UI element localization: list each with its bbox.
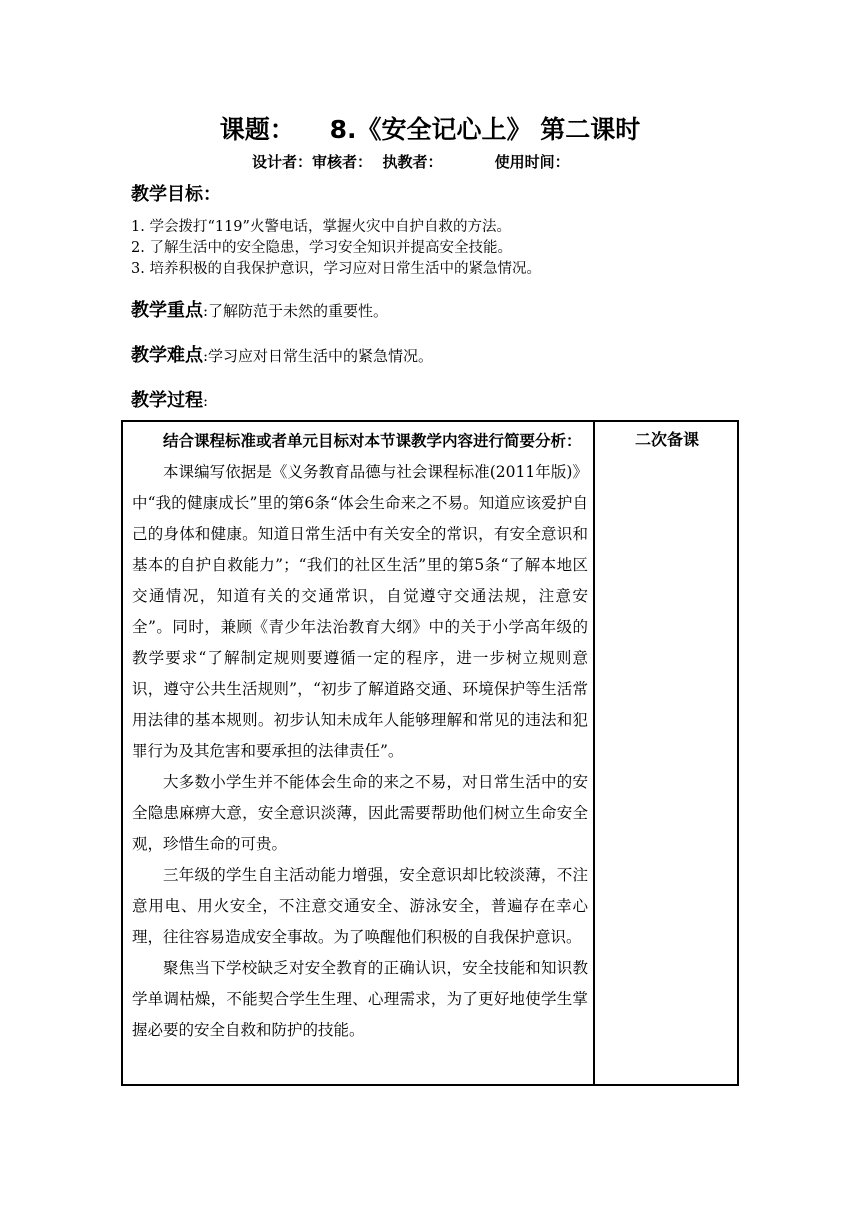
key-point-label: 教学重点 bbox=[131, 300, 203, 321]
analysis-paragraph: 聚焦当下学校缺乏对安全教育的正确认识，安全技能和知识教学单调枯燥，不能契合学生生理、心理需求，为了更好地使学生掌握必要的安全自救和防护的技能。 bbox=[132, 959, 588, 1039]
difficulty-label: 教学难点 bbox=[131, 345, 203, 366]
key-point-row bbox=[131, 296, 388, 322]
lesson-title: 课题： 8.《安全记心上》 第二课时 bbox=[219, 115, 641, 144]
designer-info-line: 设计者：审核者： 执教者： 使用时间： bbox=[252, 153, 570, 171]
difficulty-text: :学习应对日常生活中的紧急情况。 bbox=[203, 347, 434, 365]
analysis-paragraph: 大多数小学生并不能体会生命的来之不易，对日常生活中的安全隐患麻痹大意，安全意识淡薄，因此需要帮助他们树立生命安全观，珍惜生命的可贵。 bbox=[132, 773, 588, 853]
column-divider bbox=[593, 422, 595, 1084]
process-heading: 教学过程 bbox=[131, 390, 203, 411]
key-point-text: :了解防范于未然的重要性。 bbox=[203, 302, 389, 320]
process-heading-colon: : bbox=[203, 392, 209, 410]
analysis-heading: 结合课程标准或者单元目标对本节课教学内容进行简要分析： bbox=[163, 432, 582, 450]
goal-item: 1. 学会拨打“119”火警电话，掌握火灾中自护自救的方法。 bbox=[131, 219, 511, 235]
difficulty-row bbox=[131, 341, 433, 367]
analysis-paragraph: 三年级的学生自主活动能力增强，安全意识却比较淡薄，不注意用电、用火安全，不注意交通安全、游泳安全，普遍存在幸心理，往往容易造成安全事故。为了唤醒他们积极的自我保护意识。 bbox=[132, 866, 588, 946]
teaching-goals-list bbox=[131, 217, 541, 280]
process-heading-row bbox=[131, 386, 208, 412]
teaching-goals-heading: 教学目标： bbox=[131, 184, 221, 205]
second-prep-header: 二次备课 bbox=[634, 430, 699, 449]
analysis-column bbox=[132, 426, 588, 1046]
goal-item: 3. 培养积极的自我保护意识，学习应对日常生活中的紧急情况。 bbox=[131, 261, 541, 277]
analysis-paragraph: 本课编写依据是《义务教育品德与社会课程标准(2011年版)》中“我的健康成长”里的第6条“体会生命来之不易。知道应该爱护自己的身体和健康。知道日常生活中有关安全的常识，有安全意识和基本的自护自救能力”；“我们的社区生活”里的第5条“了解本地区交通情况，知道有关的交通常识，自觉遵守交通法规，注意安全”。同时，兼顾《青少年法治教育大纲》中的关于小学高年级的教学要求“了解制定规则要遵循一定的程序，进一步树立规则意识，遵守公共生活规则”，“初步了解道路交通、环境保护等生活常用法律的基本规则。初步认知未成年人能够理解和常见的违法和犯罪行为及其危害和要承担的法律责任”。 bbox=[132, 463, 588, 760]
goal-item: 2. 了解生活中的安全隐患，学习安全知识并提高安全技能。 bbox=[131, 240, 512, 256]
process-table bbox=[121, 420, 739, 1086]
